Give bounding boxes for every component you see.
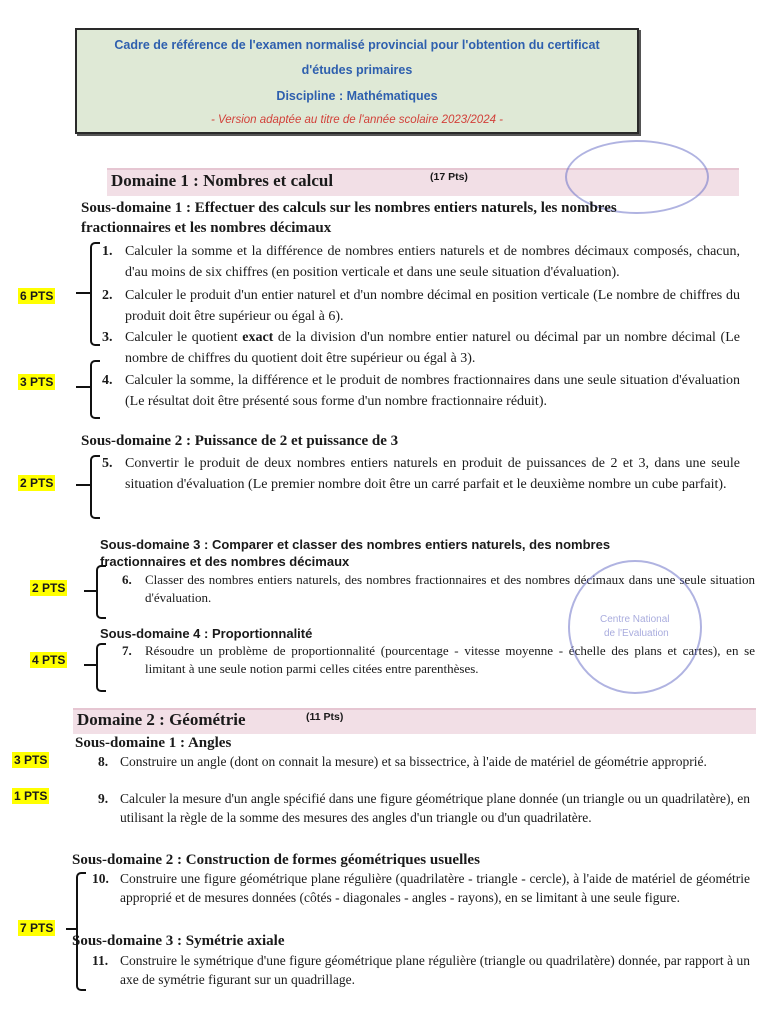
item-9-text: Calculer la mesure d'un angle spécifié dans une figure géométrique plane donnée (un triangle ou un quadrilatère), en utilisant la règle de la somme des mesures des angles d'un triangle ou d'un quadrilatère. [120,791,750,825]
item-9-number: 9. [98,791,109,806]
brace-item-6 [96,565,106,619]
header-line-2: d'études primaires [301,63,413,77]
d1-sd3-title-a: Sous-domaine 3 : Comparer et classer des nombres entiers naturels, des nombres [100,537,611,552]
brace-tick [76,386,90,388]
item-11-text: Construire le symétrique d'une figure géométrique plane régulière (triangle ou quadrilatère) donnée, par rapport à un axe de symétrie figurant sur un quadrillage. [120,953,750,987]
item-6-text: Classer des nombres entiers naturels, des nombres fractionnaires et des nombres décimaux dans une seule situation d'évaluation. [145,572,755,605]
item-10-text: Construire une figure géométrique plane régulière (quadrilatère - triangle - cercle), à l'aide de matériel de géométrie approprié et de mesures données (côtés - diagonales - angles - rayons), en se limitant à une seule figure. [120,871,750,905]
header-line-3: Discipline : Mathématiques [276,89,438,103]
domain2-panel [70,702,762,992]
item-8-text: Construire un angle (dont on connait la mesure) et sa bissectrice, à l'aide de matériel de géométrie approprié. [120,754,707,769]
header-version: - Version adaptée au titre de l'année scolaire 2023/2024 - [210,114,504,126]
stamp-text-1: Centre National [600,614,670,625]
points-tag-2b: 2 PTS [32,581,66,595]
d1-sd2-title: Sous-domaine 2 : Puissance de 2 et puissance de 3 [81,433,399,449]
item-5-number: 5. [102,456,113,471]
header-box [75,28,639,134]
brace-item-5 [90,455,100,519]
points-tag-3a: 3 PTS [20,375,54,389]
domain1-points: (17 Pts) [430,171,468,183]
d1-sd4-title: Sous-domaine 4 : Proportionnalité [100,626,313,641]
item-2-text: Calculer le produit d'un entier naturel et d'un nombre décimal en position verticale (Le nombre de chiffres du produit doit être supérieur ou égal à 6). [125,288,740,324]
item-1-text: Calculer la somme et la différence de nombres entiers naturels et de nombres décimaux composés, chacun, d'au moins de six chiffres (en position verticale et dans une seule situation d'évaluation). [125,244,740,280]
d2-sd2-title: Sous-domaine 2 : Construction de formes géométriques usuelles [72,852,480,868]
item-11-number: 11. [92,953,109,968]
brace-tick [84,664,96,666]
item-3-text: Calculer le quotient exact de la division d'un nombre entier naturel ou décimal par un nombre décimal (Le nombre de chiffres du quotient doit être supérieur ou égal à 3). [125,330,740,366]
item-7-text: Résoudre un problème de proportionnalité (pourcentage - vitesse moyenne - échelle des plans et cartes), en se limitant à une seule notion parmi celles citées entre parenthèses. [145,643,755,676]
domain2-points: (11 Pts) [306,711,344,723]
domain1-title: Domaine 1 : Nombres et calcul [111,171,334,190]
item-8-number: 8. [98,754,109,769]
domain2-title: Domaine 2 : Géométrie [77,710,246,729]
points-tag-6: 6 PTS [20,289,54,303]
brace-tick [76,484,90,486]
points-tag-2a: 2 PTS [20,476,54,490]
brace-tick [66,928,76,930]
item-4-number: 4. [102,373,113,388]
points-tag-7: 7 PTS [20,921,54,935]
item-6-number: 6. [122,572,132,587]
brace-items-1-3 [90,242,100,346]
points-tag-1: 1 PTS [14,789,48,803]
d1-sd1-title-b: fractionnaires et les nombres décimaux [81,220,332,236]
item-2-number: 2. [102,288,113,303]
d1-sd3-title-b: fractionnaires et des nombres décimaux [100,554,350,569]
brace-tick [84,590,96,592]
item-5-text: Convertir le produit de deux nombres entiers naturels en produit de puissances de 2 et 3, dans une seule situation d'évaluation (Le premier nombre doit être un carré parfait et le deuxième nombre un cube parfait). [125,456,740,492]
stamp-text-2: de l'Evaluation [604,628,669,639]
brace-tick [76,292,90,294]
domain1-panel [75,158,767,523]
item-10-number: 10. [92,871,109,886]
brace-item-4 [90,360,100,419]
item-1-number: 1. [102,244,113,259]
brace-item-7 [96,643,106,692]
official-stamp-2 [568,560,702,694]
item-4-text: Calculer la somme, la différence et le produit de nombres fractionnaires dans une seule situation d'évaluation (Le résultat doit être présenté sous forme d'un nombre fractionnaire réduit). [125,373,740,409]
d2-sd1-title: Sous-domaine 1 : Angles [75,735,232,751]
item-3-number: 3. [102,330,113,345]
brace-items-10-11 [76,872,86,991]
points-tag-3b: 3 PTS [14,753,48,767]
points-tag-4: 4 PTS [32,653,66,667]
item-7-number: 7. [122,643,132,658]
domain1-continued-panel [90,530,762,690]
d1-sd1-title-a: Sous-domaine 1 : Effectuer des calculs sur les nombres entiers naturels, les nombres [81,200,617,216]
header-line-1: Cadre de référence de l'examen normalisé provincial pour l'obtention du certificat [114,38,600,52]
d2-sd3-title: Sous-domaine 3 : Symétrie axiale [72,933,285,949]
